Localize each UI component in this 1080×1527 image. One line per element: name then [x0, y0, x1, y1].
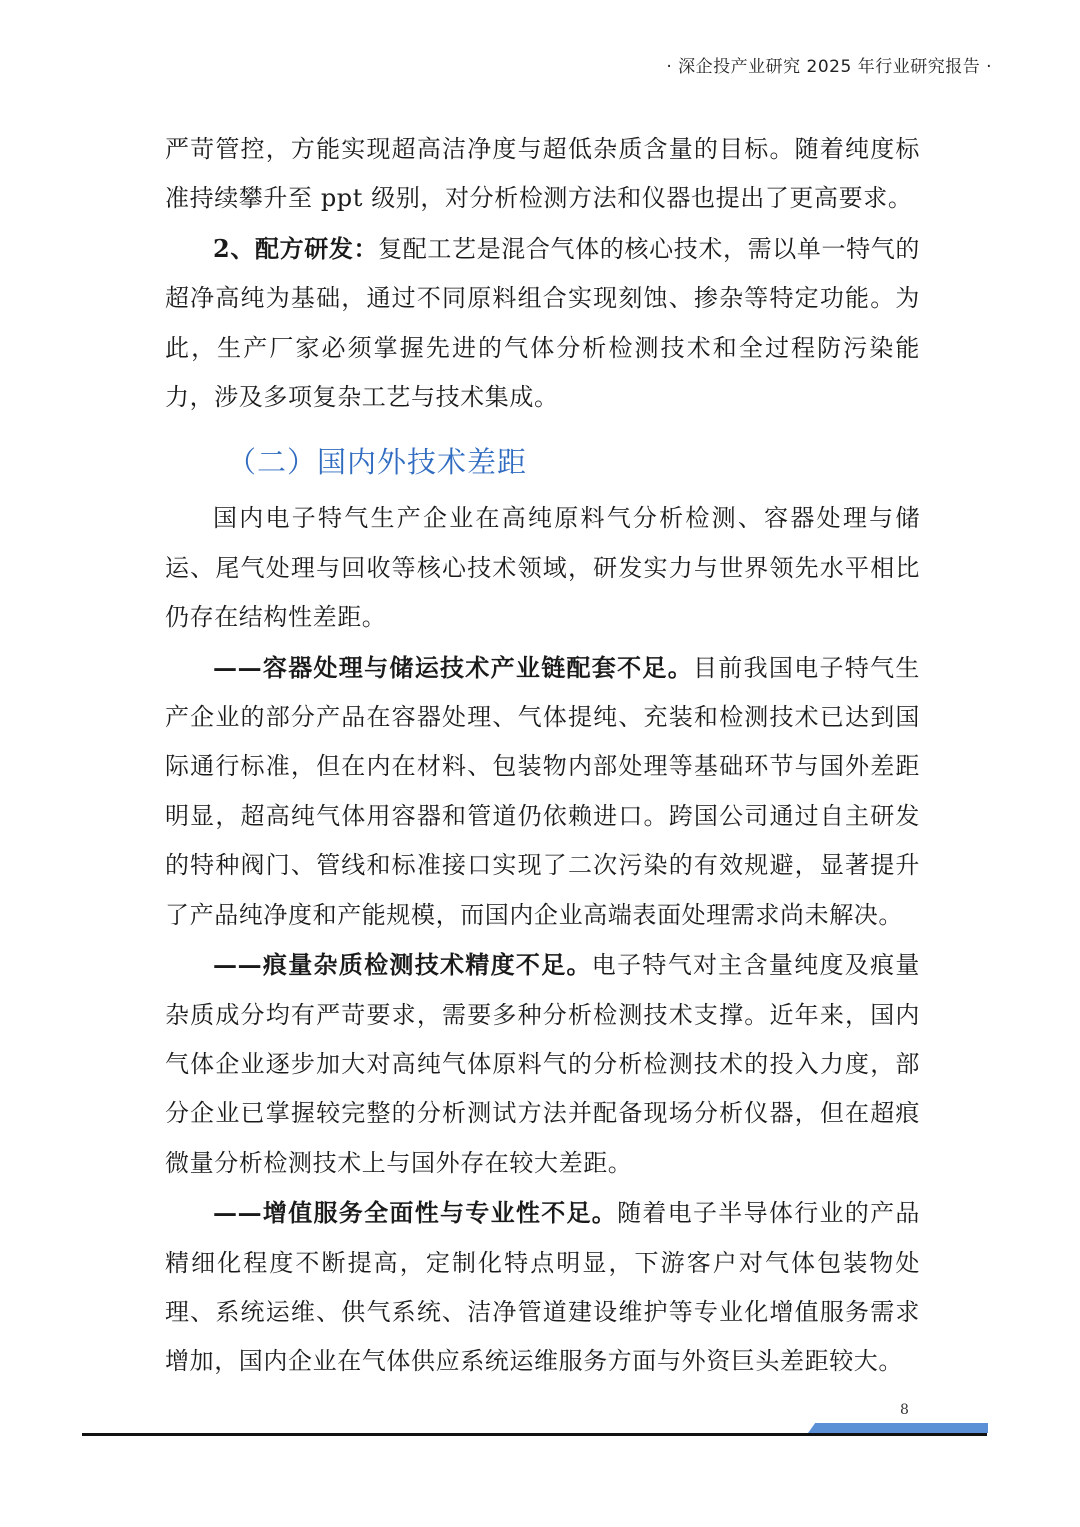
- paragraph-value-added: [165, 1188, 920, 1387]
- paragraph-trace-impurity: [165, 940, 920, 1188]
- section-heading: （二）国内外技术差距: [227, 445, 528, 480]
- paragraph-formula-rd: [165, 224, 920, 423]
- document-body: [165, 125, 920, 1387]
- footer-rule: [82, 1433, 987, 1436]
- paragraph-lead: ——增值服务全面性与专业性不足。: [213, 1198, 618, 1228]
- paragraph-lead: ——痕量杂质检测技术精度不足。: [213, 950, 592, 980]
- paragraph-text: 随着电子半导体行业的产品精细化程度不断提高，定制化特点明显，下游客户对气体包装物处理、系统运维、供气系统、洁净管道建设维护等专业化增值服务需求增加，国内企业在气体供应系统运维服务方面与外资巨头差距较大。: [165, 1199, 920, 1376]
- paragraph-container: [165, 643, 920, 940]
- paragraph-text: 复配工艺是混合气体的核心技术，需以单一特气的超净高纯为基础，通过不同原料组合实现刻蚀、掺杂等特定功能。为此，生产厂家必须掌握先进的气体分析检测技术和全过程防污染能力，涉及多项复杂工艺与技术集成。: [165, 234, 920, 412]
- paragraph-text: 目前我国电子特气生产企业的部分产品在容器处理、气体提纯、充装和检测技术已达到国际通行标准，但在内在材料、包装物内部处理等基础环节与国外差距明显，超高纯气体用容器和管道仍依赖进口。跨国公司通过自主研发的特种阀门、管线和标准接口实现了二次污染的有效规避，显著提升了产品纯净度和产能规模，而国内企业高端表面处理需求尚未解决。: [165, 653, 920, 929]
- paragraph-lead: ——容器处理与储运技术产业链配套不足。: [213, 652, 693, 682]
- paragraph-continuation: 严苛管控，方能实现超高洁净度与超低杂质含量的目标。随着纯度标准持续攀升至 ppt 级别，对分析检测方法和仪器也提出了更高要求。: [165, 135, 920, 213]
- page-number: 8: [900, 1402, 909, 1418]
- footer-accent-bar: [808, 1423, 988, 1433]
- page-header: · 深企投产业研究 2025 年行业研究报告 ·: [666, 57, 992, 77]
- paragraph-intro: 国内电子特气生产企业在高纯原料气分析检测、容器处理与储运、尾气处理与回收等核心技术领域，研发实力与世界领先水平相比仍存在结构性差距。: [165, 504, 920, 632]
- paragraph-lead: 2、配方研发：: [213, 233, 379, 263]
- paragraph-text: 电子特气对主含量纯度及痕量杂质成分均有严苛要求，需要多种分析检测技术支撑。近年来，国内气体企业逐步加大对高纯气体原料气的分析检测技术的投入力度，部分企业已掌握较完整的分析测试方法并配备现场分析仪器，但在超痕微量分析检测技术上与国外存在较大差距。: [165, 951, 920, 1177]
